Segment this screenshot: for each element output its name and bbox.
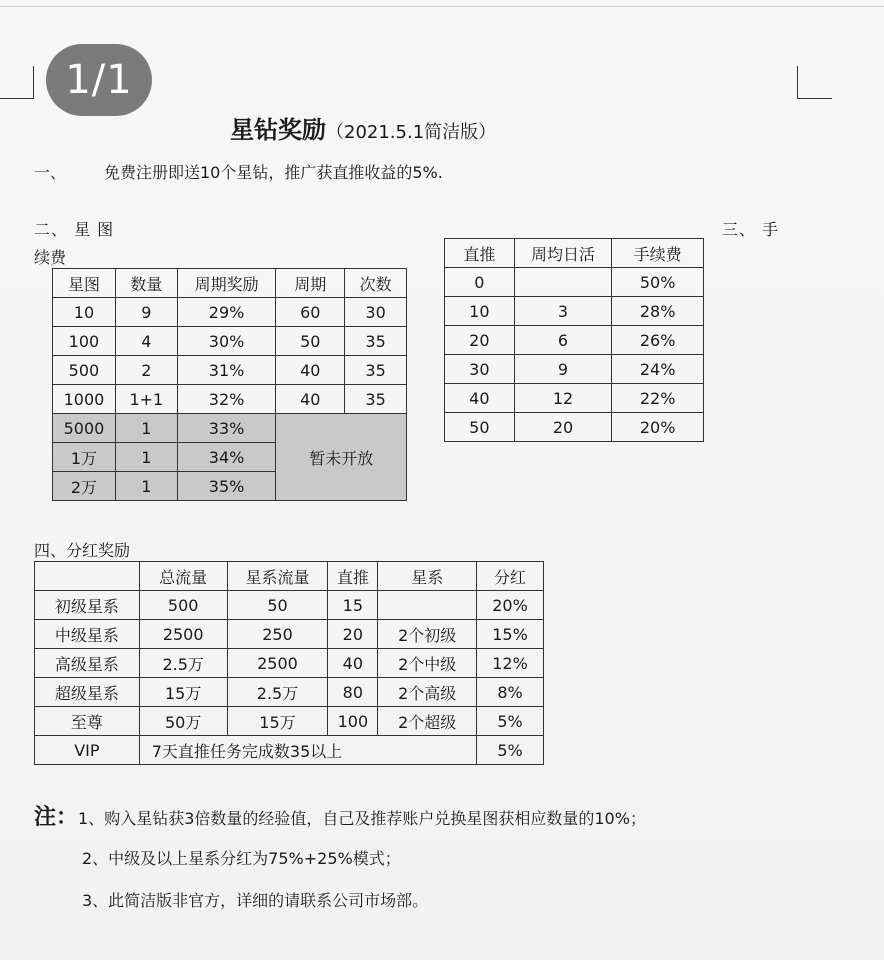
vip-requirement-cell: 7天直推任务完成数35以上 bbox=[139, 736, 476, 765]
table-cell: 1 bbox=[115, 472, 177, 501]
section1-text: 免费注册即送10个星钻，推广获直推收益的5%. bbox=[104, 163, 443, 182]
header-cell: 总流量 bbox=[139, 562, 227, 591]
table-cell: 40 bbox=[445, 384, 515, 413]
table-cell: 30 bbox=[345, 298, 407, 327]
corner-mark-left bbox=[0, 66, 34, 99]
section2-heading: 二、 星 图 bbox=[34, 220, 115, 239]
table-cell: 10 bbox=[53, 298, 116, 327]
not-open-cell: 暂未开放 bbox=[276, 414, 407, 501]
header-cell: 星系 bbox=[378, 562, 477, 591]
note-3: 3、此简洁版非官方，详细的请联系公司市场部。 bbox=[82, 891, 429, 910]
header-cell: 周均日活 bbox=[514, 239, 612, 268]
table-row bbox=[445, 413, 704, 442]
table-cell: 28% bbox=[612, 297, 704, 326]
table-row-vip bbox=[35, 736, 544, 765]
header-cell: 星系流量 bbox=[227, 562, 328, 591]
table-cell: 31% bbox=[177, 356, 276, 385]
table-cell: 34% bbox=[177, 443, 276, 472]
table-cell: 30 bbox=[445, 355, 515, 384]
table-row bbox=[445, 326, 704, 355]
table-row bbox=[53, 356, 407, 385]
notes-label: 注： bbox=[34, 805, 79, 830]
table-cell: 1000 bbox=[53, 385, 116, 414]
table-cell: 中级星系 bbox=[35, 620, 140, 649]
note-text: 1、购入星钻获3倍数量的经验值，自己及推荐账户兑换星图获相应数量的10%； bbox=[78, 809, 646, 828]
table-cell: 2 bbox=[115, 356, 177, 385]
table-cell: 2500 bbox=[227, 649, 328, 678]
table-cell: 40 bbox=[276, 356, 345, 385]
table-cell: 5% bbox=[477, 707, 544, 736]
table-row bbox=[35, 591, 544, 620]
table-cell: 100 bbox=[53, 327, 116, 356]
table-cell: 20 bbox=[514, 413, 612, 442]
table-cell: 50 bbox=[276, 327, 345, 356]
top-divider bbox=[0, 6, 884, 7]
header-cell: 直推 bbox=[445, 239, 515, 268]
table-cell: 15% bbox=[477, 620, 544, 649]
table-cell: 40 bbox=[276, 385, 345, 414]
corner-mark-right bbox=[797, 66, 832, 99]
table-cell: 12% bbox=[477, 649, 544, 678]
table-cell: VIP bbox=[35, 736, 140, 765]
table-cell: 24% bbox=[612, 355, 704, 384]
table-cell: 高级星系 bbox=[35, 649, 140, 678]
table-cell: 50万 bbox=[139, 707, 227, 736]
table-cell: 2个初级 bbox=[378, 620, 477, 649]
table-cell: 15万 bbox=[227, 707, 328, 736]
note-1 bbox=[34, 800, 646, 831]
table-row bbox=[53, 298, 407, 327]
table-cell: 20 bbox=[328, 620, 378, 649]
table-cell: 29% bbox=[177, 298, 276, 327]
header-cell: 手续费 bbox=[612, 239, 704, 268]
table-header-row bbox=[445, 239, 704, 268]
header-cell: 周期 bbox=[276, 269, 345, 298]
table-cell: 40 bbox=[328, 649, 378, 678]
table-cell: 至尊 bbox=[35, 707, 140, 736]
table-cell: 2500 bbox=[139, 620, 227, 649]
table-cell: 15 bbox=[328, 591, 378, 620]
table-cell: 22% bbox=[612, 384, 704, 413]
table-cell: 0 bbox=[445, 268, 515, 297]
table-header-row bbox=[35, 562, 544, 591]
table-cell: 1 bbox=[115, 443, 177, 472]
table-cell: 12 bbox=[514, 384, 612, 413]
table-cell: 6 bbox=[514, 326, 612, 355]
table-cell bbox=[378, 591, 477, 620]
section3-heading-cont: 续费 bbox=[34, 248, 67, 267]
table-cell: 3 bbox=[514, 297, 612, 326]
table-cell: 33% bbox=[177, 414, 276, 443]
table-cell: 50 bbox=[445, 413, 515, 442]
section3-heading: 三、 手 bbox=[722, 220, 780, 239]
table-cell: 2个超级 bbox=[378, 707, 477, 736]
table-cell: 50 bbox=[227, 591, 328, 620]
table-cell: 35% bbox=[177, 472, 276, 501]
title-main: 星钻奖励 bbox=[230, 116, 326, 144]
table-cell: 100 bbox=[328, 707, 378, 736]
table-cell: 50% bbox=[612, 268, 704, 297]
page-number-badge[interactable]: 1/1 bbox=[46, 44, 152, 116]
table-cell: 500 bbox=[139, 591, 227, 620]
table-cell: 20% bbox=[477, 591, 544, 620]
table-header-row bbox=[53, 269, 407, 298]
table-cell: 20 bbox=[445, 326, 515, 355]
note-2: 2、中级及以上星系分红为75%+25%模式； bbox=[82, 849, 401, 868]
table-cell: 1 bbox=[115, 414, 177, 443]
table-cell: 初级星系 bbox=[35, 591, 140, 620]
table-cell: 30% bbox=[177, 327, 276, 356]
table-cell: 35 bbox=[345, 327, 407, 356]
table-row bbox=[445, 384, 704, 413]
table-cell: 9 bbox=[514, 355, 612, 384]
table-row bbox=[445, 355, 704, 384]
table-cell: 20% bbox=[612, 413, 704, 442]
table-cell: 250 bbox=[227, 620, 328, 649]
table-cell: 15万 bbox=[139, 678, 227, 707]
table-cell: 80 bbox=[328, 678, 378, 707]
table-cell: 2.5万 bbox=[227, 678, 328, 707]
title-subtitle: （2021.5.1简洁版） bbox=[326, 122, 497, 143]
header-cell: 直推 bbox=[328, 562, 378, 591]
table-row bbox=[445, 297, 704, 326]
table-row bbox=[35, 620, 544, 649]
table-cell: 5% bbox=[477, 736, 544, 765]
star-table bbox=[52, 268, 407, 501]
table-cell: 2个高级 bbox=[378, 678, 477, 707]
page-title bbox=[230, 110, 496, 145]
table-cell: 10 bbox=[445, 297, 515, 326]
table-cell: 8% bbox=[477, 678, 544, 707]
table-cell: 500 bbox=[53, 356, 116, 385]
table-cell bbox=[514, 268, 612, 297]
header-cell: 数量 bbox=[115, 269, 177, 298]
header-cell bbox=[35, 562, 140, 591]
table-cell: 32% bbox=[177, 385, 276, 414]
table-cell: 2万 bbox=[53, 472, 116, 501]
section1-prefix: 一、 bbox=[34, 163, 67, 182]
header-cell: 周期奖励 bbox=[177, 269, 276, 298]
table-row bbox=[35, 707, 544, 736]
fee-table bbox=[444, 238, 704, 442]
table-row bbox=[35, 678, 544, 707]
header-cell: 星图 bbox=[53, 269, 116, 298]
table-row bbox=[53, 327, 407, 356]
table-cell: 35 bbox=[345, 385, 407, 414]
table-cell: 60 bbox=[276, 298, 345, 327]
table-row bbox=[35, 649, 544, 678]
table-cell: 2.5万 bbox=[139, 649, 227, 678]
table-row-closed bbox=[53, 414, 407, 443]
table-cell: 35 bbox=[345, 356, 407, 385]
table-row bbox=[53, 385, 407, 414]
table-row bbox=[445, 268, 704, 297]
table-cell: 超级星系 bbox=[35, 678, 140, 707]
table-cell: 9 bbox=[115, 298, 177, 327]
table-cell: 1+1 bbox=[115, 385, 177, 414]
table-cell: 5000 bbox=[53, 414, 116, 443]
dividend-table bbox=[34, 561, 544, 765]
table-cell: 4 bbox=[115, 327, 177, 356]
table-cell: 1万 bbox=[53, 443, 116, 472]
table-cell: 26% bbox=[612, 326, 704, 355]
section4-heading: 四、分红奖励 bbox=[34, 541, 131, 560]
header-cell: 次数 bbox=[345, 269, 407, 298]
header-cell: 分红 bbox=[477, 562, 544, 591]
table-cell: 2个中级 bbox=[378, 649, 477, 678]
